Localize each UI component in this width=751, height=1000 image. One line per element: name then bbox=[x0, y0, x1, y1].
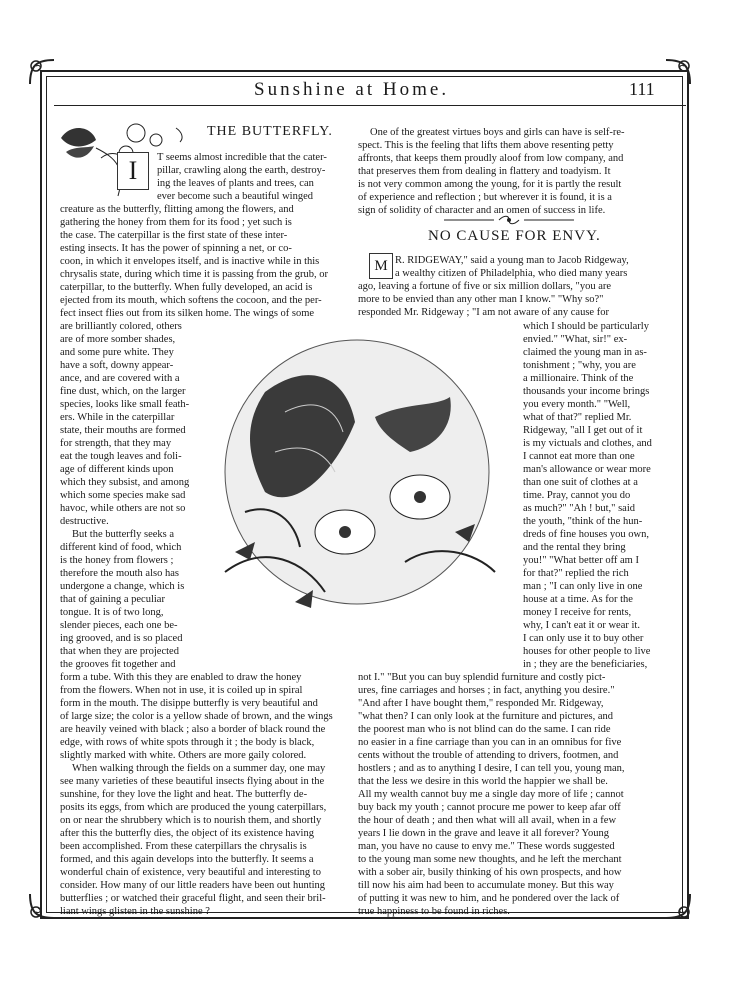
text-line: you!" "What better off am I bbox=[523, 555, 639, 566]
text-line: species, looks like small feath- bbox=[60, 399, 190, 410]
text-line: ures, fine carriages and horses ; in fact, anything you desire." bbox=[358, 685, 615, 696]
text-line: therefore the mouth also has bbox=[60, 568, 179, 579]
corner-ornament-icon bbox=[662, 890, 694, 922]
text-line: see many varieties of these beautiful insects flying about in the bbox=[60, 776, 325, 787]
text-line: different kind of food, which bbox=[60, 542, 182, 553]
header-rule bbox=[54, 105, 686, 106]
butterfly-text-top-narrow bbox=[157, 151, 351, 203]
magazine-title: Sunshine at Home. bbox=[254, 79, 450, 100]
text-line: fect insect flies out from its silken home. The wings of some bbox=[60, 308, 315, 319]
text-line: money I receive for rents, bbox=[523, 607, 632, 618]
text-line: a wealthy citizen of Philadelphia, who died many years bbox=[395, 268, 628, 279]
text-line: sign of solidity of character and an omen of success in life. bbox=[358, 205, 606, 216]
text-line: are heavily veined with black ; also a border of black round the bbox=[60, 724, 326, 735]
text-line: from the flowers. When not in use, it is coiled up in spiral bbox=[60, 685, 303, 696]
text-line: buy back my youth ; cannot procure me power to keep afar off bbox=[358, 802, 621, 813]
text-line: houses for other people to live bbox=[523, 646, 651, 657]
butterfly-text-top bbox=[60, 203, 351, 320]
text-line: is my victuals and clothes, and bbox=[523, 438, 652, 449]
envy-text-bottom bbox=[358, 671, 663, 918]
text-line: been accomplished. From these caterpillars the chrysalis is bbox=[60, 841, 307, 852]
text-line: have a soft, downy appear- bbox=[60, 360, 174, 371]
text-line: than one suit of clothes at a bbox=[523, 477, 638, 488]
text-line: ever become such a beautiful winged bbox=[157, 191, 313, 202]
text-line: why, I can't eat it or wear it. bbox=[523, 620, 640, 631]
text-line: the grooves fit together and bbox=[60, 659, 176, 670]
text-line: cents without the trouble of attending to drivers, footmen, and bbox=[358, 750, 619, 761]
text-line: fine dust, which, on the larger bbox=[60, 386, 186, 397]
text-line: that the less we desire in this world the happier we shall be. bbox=[358, 776, 608, 787]
text-line: state, their mouths are formed bbox=[60, 425, 186, 436]
text-line: a millionaire. Think of the bbox=[523, 373, 634, 384]
envy-text-narrow bbox=[523, 320, 663, 671]
article-title-envy: NO CAUSE FOR ENVY. bbox=[428, 228, 601, 244]
text-line: no easier in a fine carriage than you can in an omnibus for five bbox=[358, 737, 622, 748]
text-line: which they subsist, and among bbox=[60, 477, 190, 488]
text-line: I can only use it to buy other bbox=[523, 633, 644, 644]
text-line: that preserves them from dealing in flattery and toadyism. It bbox=[358, 166, 611, 177]
text-line: thousands your income brings bbox=[523, 386, 650, 397]
text-line: tonishment ; "why, you are bbox=[523, 360, 636, 371]
text-line: wonderful chain of existence, very beautiful and interesting to bbox=[60, 867, 321, 878]
running-header bbox=[54, 78, 686, 104]
text-line: after this the butterfly dies, the object of its existence having bbox=[60, 828, 314, 839]
text-line: envied." "What, sir!" ex- bbox=[523, 334, 628, 345]
text-line: of putting it was new to him, and he pondered over the lack of bbox=[358, 893, 620, 904]
text-line: man, you have no cause to envy me." These words suggested bbox=[358, 841, 615, 852]
text-line: responded Mr. Ridgeway ; "I am not aware of any cause for bbox=[358, 307, 609, 318]
text-line: dreds of fine houses you own, bbox=[523, 529, 649, 540]
text-line: formed, and this again develops into the butterfly. It seems a bbox=[60, 854, 314, 865]
text-line: pillar, crawling along the earth, destroy- bbox=[157, 165, 326, 176]
self-respect-text bbox=[358, 126, 663, 217]
envy-text-top bbox=[358, 280, 663, 319]
text-line: chrysalis state, during which time it is passing from the grub, or bbox=[60, 269, 328, 280]
page-number: 111 bbox=[629, 79, 655, 99]
text-line: and some pure white. They bbox=[60, 347, 174, 358]
corner-ornament-icon bbox=[26, 890, 58, 922]
text-line: All my wealth cannot buy me a single day more of life ; cannot bbox=[358, 789, 624, 800]
text-line: R. RIDGEWAY," said a young man to Jacob Ridgeway, bbox=[395, 255, 629, 266]
text-line: ers. While in the caterpillar bbox=[60, 412, 175, 423]
text-line: which some species make sad bbox=[60, 490, 186, 501]
text-line: ejected from its mouth, which softens the cocoon, and the per- bbox=[60, 295, 322, 306]
text-line: posits its eggs, from which are produced the young caterpillars, bbox=[60, 802, 327, 813]
text-line: But the butterfly seeks a bbox=[72, 529, 175, 540]
butterfly-text-bottom bbox=[60, 671, 351, 918]
text-line: affronts, that keeps them proudly aloof from low company, and bbox=[358, 153, 624, 164]
text-line: liant wings glisten in the sunshine ? bbox=[60, 906, 210, 917]
text-line: claimed the young man in as- bbox=[523, 347, 647, 358]
text-line: what of that?" replied Mr. bbox=[523, 412, 632, 423]
text-line: the hour of death ; and then what will all avail, when in a few bbox=[358, 815, 617, 826]
text-line: gathering the honey from them for its food ; yet such is bbox=[60, 217, 292, 228]
text-line: the case. The caterpillar is the first state of these inter- bbox=[60, 230, 288, 241]
text-line: for that?" replied the rich bbox=[523, 568, 629, 579]
text-line: that of gaining a peculiar bbox=[60, 594, 165, 605]
text-line: creature as the butterfly, flitting among the flowers, and bbox=[60, 204, 294, 215]
text-line: edge, with rows of white spots through it ; the body is black, bbox=[60, 737, 315, 748]
text-line: One of the greatest virtues boys and girls can have is self-re- bbox=[370, 127, 625, 138]
text-line: for strength, that they may bbox=[60, 438, 172, 449]
text-line: time. Pray, cannot you do bbox=[523, 490, 631, 501]
text-line: and the rental they bring bbox=[523, 542, 626, 553]
text-line: to the young man some new thoughts, and he left the merchant bbox=[358, 854, 622, 865]
text-line: I cannot eat more than one bbox=[523, 451, 635, 462]
text-line: sunshine, for they love the light and heat. The butterfly de- bbox=[60, 789, 308, 800]
text-line: "And after I have bought them," responded Mr. Ridgeway, bbox=[358, 698, 604, 709]
envy-text-top-narrow bbox=[395, 254, 663, 280]
text-line: is the honey from flowers ; bbox=[60, 555, 174, 566]
text-line: ing grooved, and is so placed bbox=[60, 633, 183, 644]
text-line: spect. This is the feeling that lifts them above resenting petty bbox=[358, 140, 614, 151]
text-line: on or near the shrubbery which is to nourish them, and shortly bbox=[60, 815, 322, 826]
text-line: the youth, "think of the hun- bbox=[523, 516, 643, 527]
text-line: hostlers ; and as to anything I desire, I can tell you, young man, bbox=[358, 763, 625, 774]
text-line: When walking through the fields on a summer day, one may bbox=[72, 763, 326, 774]
text-line: slightly marked with white. Others are more gaily colored. bbox=[60, 750, 307, 761]
text-line: in ; they are the beneficiaries, bbox=[523, 659, 648, 670]
text-line: of experience and reflection ; but wherever it is found, it is a bbox=[358, 192, 612, 203]
text-line: you every month." "Well, bbox=[523, 399, 631, 410]
text-line: esting insects. It has the power of spinning a net, or co- bbox=[60, 243, 292, 254]
text-line: coon, in which it envelopes itself, and is inactive while in this bbox=[60, 256, 320, 267]
text-line: caterpillar, to the butterfly. When fully developed, an acid is bbox=[60, 282, 313, 293]
text-line: age of different kinds upon bbox=[60, 464, 174, 475]
text-line: is not very common among the young, for it is partly the result bbox=[358, 179, 622, 190]
drop-cap-m: M bbox=[369, 253, 393, 279]
text-line: are of more somber shades, bbox=[60, 334, 176, 345]
text-line: not I." "But you can buy splendid furniture and costly pict- bbox=[358, 672, 606, 683]
text-line: ing the leaves of plants and trees, can bbox=[157, 178, 314, 189]
text-line: undergone a change, which is bbox=[60, 581, 185, 592]
text-line: slender pieces, each one be- bbox=[60, 620, 178, 631]
text-line: house at a time. As for the bbox=[523, 594, 633, 605]
text-line: consider. How many of our little readers have been out hunting bbox=[60, 880, 326, 891]
text-line: true happiness to be found in riches. bbox=[358, 906, 510, 917]
text-line: man's allowance or wear more bbox=[523, 464, 651, 475]
article-title-butterfly: THE BUTTERFLY. bbox=[207, 124, 333, 139]
text-line: ago, leaving a fortune of five or six million dollars, "you are bbox=[358, 281, 612, 292]
drop-cap-i: I bbox=[117, 152, 149, 190]
text-line: Ridgeway, "all I get out of it bbox=[523, 425, 643, 436]
butterfly-text-narrow bbox=[60, 320, 200, 671]
text-line: more to be envied than any other man I know." "Why so?" bbox=[358, 294, 604, 305]
text-line: form in the mouth. The disippe butterfly is very beautiful and bbox=[60, 698, 318, 709]
text-line: with a sober air, busily thinking of his own prospects, and how bbox=[358, 867, 622, 878]
text-line: T seems almost incredible that the cater- bbox=[157, 152, 327, 163]
text-line: are brilliantly colored, others bbox=[60, 321, 182, 332]
text-line: of large size; the color is a yellow shade of brown, and the wings bbox=[60, 711, 333, 722]
butterfly-illustration bbox=[205, 332, 510, 637]
text-line: butterflies ; or watched their graceful flight, and seen their bril- bbox=[60, 893, 326, 904]
text-line: tongue. It is of two long, bbox=[60, 607, 164, 618]
text-line: years I lie down in the grave and leave it all forever? Young bbox=[358, 828, 610, 839]
text-line: till now his aim had been to accumulate money. But this way bbox=[358, 880, 614, 891]
text-line: destructive. bbox=[60, 516, 109, 527]
text-line: which I should be particularly bbox=[523, 321, 649, 332]
text-line: form a tube. With this they are enabled to draw the honey bbox=[60, 672, 302, 683]
text-line: ance, and are covered with a bbox=[60, 373, 180, 384]
text-line: the poorest man who is not blind can do the same. I can ride bbox=[358, 724, 611, 735]
text-line: "what then? I can only look at the furniture and pictures, and bbox=[358, 711, 614, 722]
text-line: man ; "I can only live in one bbox=[523, 581, 643, 592]
text-line: that when they are projected bbox=[60, 646, 179, 657]
text-line: as much?" "Ah ! but," said bbox=[523, 503, 636, 514]
text-line: havoc, while others are not so bbox=[60, 503, 186, 514]
text-line: eat the tough leaves and foli- bbox=[60, 451, 182, 462]
